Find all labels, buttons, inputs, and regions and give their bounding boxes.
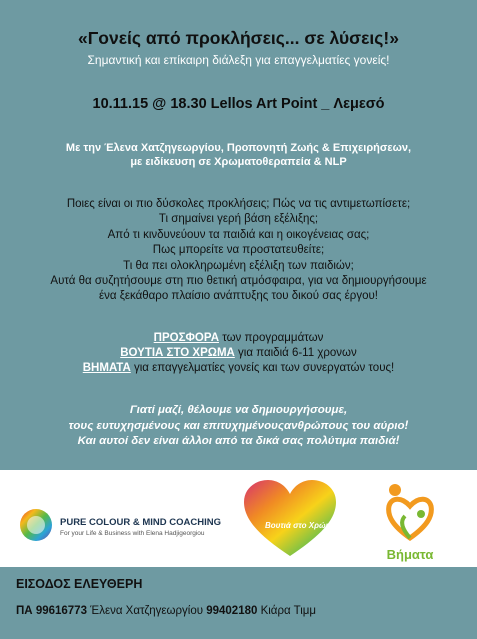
contact-name: Κιάρα Τιμμ: [257, 605, 317, 617]
question-line: Αυτά θα συζητήσουμε στη πιο θετική ατμόσφαιρα, για να δημιουργήσουμε: [50, 275, 427, 288]
presenter-info: [40, 141, 437, 169]
presenter-line: με ειδίκευση σε Χρωματοθεραπεία & NLP: [130, 156, 347, 168]
logo-band: [0, 470, 477, 567]
rainbow-heart-icon: [240, 478, 340, 560]
questions-block: [20, 197, 457, 305]
pcm-tagline: For your Life & Business with Elena Hadjigeorgiou: [60, 530, 205, 537]
footer: [0, 567, 477, 639]
offer-line: [0, 361, 477, 376]
closing-line: τους ευτυχησμένους και επιτυχημένουςανθρώπους του αύριο!: [68, 419, 409, 432]
question-line: Τι σημαίνει γερή βάση εξέλιξης;: [158, 213, 319, 226]
offer-highlight: ΠΡΟΣΦΟΡΑ: [153, 332, 219, 344]
vimata-logo-label: Βήματα: [386, 547, 434, 562]
question-line: Πως μπορείτε να προστατευθείτε;: [152, 244, 325, 257]
closing-line: Γιατί μαζί, θέλουμε να δημιουργήσουμε,: [129, 404, 348, 416]
contact-name: Έλενα Χατζηγεωργίου: [86, 605, 207, 617]
offer-highlight: ΒΟΥΤΙΑ ΣΤΟ ΧΡΩΜΑ: [120, 347, 235, 359]
contact-prefix: ΠΑ: [16, 605, 36, 617]
offer-line: [0, 331, 477, 346]
pcm-brand-name: PURE COLOUR & MIND COACHING: [60, 517, 221, 528]
offers-block: [0, 331, 477, 376]
offer-rest: για επαγγελματίες γονείς και των συνεργατών τους!: [130, 362, 395, 374]
contact-info: [16, 605, 316, 617]
question-line: Τι θα πει ολοκληρωμένη εξέλιξη των παιδιών;: [123, 259, 354, 272]
closing-message: [10, 403, 467, 450]
rainbow-circle-icon: [18, 507, 54, 543]
offer-rest: των προγραμμάτων: [219, 332, 324, 344]
free-entrance-label: ΕΙΣΟΔΟΣ ΕΛΕΥΘΕΡΗ: [16, 577, 143, 591]
offer-highlight: ΒΗΜΑΤΑ: [82, 362, 131, 374]
question-line: Ποιες είναι οι πιο δύσκολες προκλήσεις; Πώς να τις αντιμετωπίσετε;: [66, 198, 411, 210]
heart-logo-text: Βουτιά στο Χρώμα: [265, 521, 336, 530]
event-datetime-venue: 10.11.15 @ 18.30 Lellos Art Point _ Λεμεσό: [92, 96, 385, 112]
question-line: Από τι κινδυνεύουν τα παιδιά και η οικογένειας σας;: [107, 228, 370, 241]
offer-line: [0, 346, 477, 361]
poster-title: «Γονείς από προκλήσεις... σε λύσεις!»: [78, 28, 399, 48]
contact-phone: 99402180: [206, 605, 258, 617]
contact-phone: 99616773: [35, 605, 87, 617]
poster-subtitle: Σημαντική και επίκαιρη διάλεξη για επαγγελματίες γονείς!: [87, 53, 390, 67]
question-line: ένα ξεκάθαρο πλαίσιο ανάπτυξης του δικού σας έργου!: [99, 290, 378, 303]
presenter-line: Με την Έλενα Χατζηγεωργίου, Προπονητή Ζωής & Επιχειρήσεων,: [65, 142, 412, 154]
pure-colour-logo: [18, 507, 228, 547]
closing-line: Και αυτοί δεν είναι άλλοι από τα δικά σας πολύτιμα παιδιά!: [77, 435, 400, 448]
offer-rest: για παιδιά 6-11 χρονων: [234, 347, 357, 359]
